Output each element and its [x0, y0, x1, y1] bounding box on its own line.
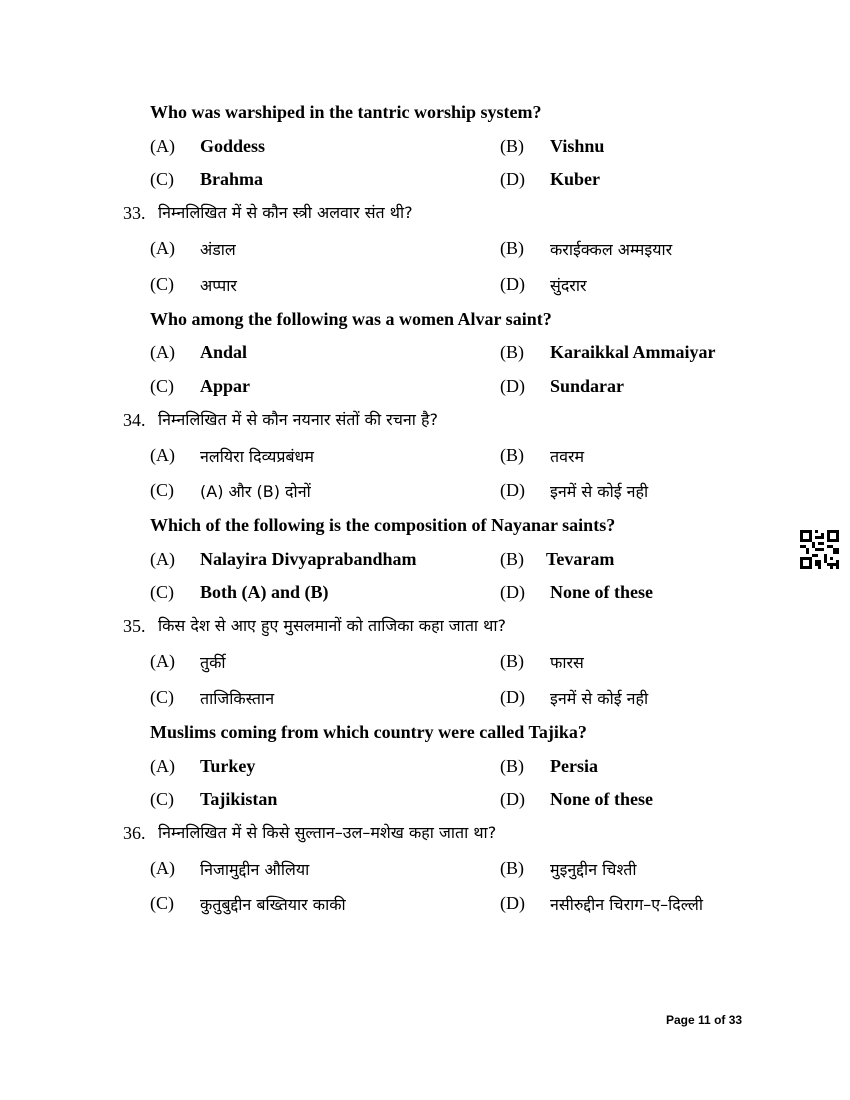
q34-en-d-label: (D)	[500, 582, 525, 602]
q33-hi-b-label: (B)	[500, 238, 524, 258]
q34-hi-d-label: (D)	[500, 480, 525, 500]
q36-hi-d-label: (D)	[500, 893, 525, 913]
q35-hi-b-text: फारस	[550, 653, 584, 672]
q32-en-d-text: Kuber	[550, 169, 601, 189]
footer-of-word: of	[714, 1013, 726, 1027]
q34-hi-question: निम्नलिखित में से कौन नयनार संतों की रचना है?	[158, 410, 438, 429]
q35-hi-d-text: इनमें से कोई नही	[550, 689, 649, 708]
q32-en-a-text: Goddess	[200, 136, 266, 156]
q34-number: 34.	[123, 410, 146, 430]
q35-hi-a-text: तुर्की	[200, 653, 226, 672]
q34-hi-a-text: नलयिरा दिव्यप्रबंधम	[200, 447, 314, 466]
q36-hi-b-text: मुइनुद्दीन चिश्ती	[550, 860, 637, 879]
qr-code-icon	[800, 530, 839, 569]
q34-en-d-text: None of these	[550, 582, 653, 602]
q34-hi-c-label: (C)	[150, 480, 174, 500]
q33-en-d-text: Sundarar	[550, 376, 625, 396]
q34-hi-a-label: (A)	[150, 445, 175, 465]
q34-hi-d-text: इनमें से कोई नही	[550, 482, 649, 501]
footer-total-pages: 33	[728, 1013, 743, 1027]
q32-en-a-label: (A)	[150, 136, 175, 156]
q34-en-b-label: (B)	[500, 549, 524, 569]
q36-hi-b-label: (B)	[500, 858, 524, 878]
q35-en-a-text: Turkey	[200, 756, 256, 776]
q33-en-a-text: Andal	[200, 342, 248, 362]
q33-en-c-label: (C)	[150, 376, 174, 396]
q33-en-question: Who among the following was a women Alvar saint?	[150, 309, 552, 329]
q35-en-c-text: Tajikistan	[200, 789, 278, 809]
q33-hi-d-label: (D)	[500, 274, 525, 294]
q32-en-c-text: Brahma	[200, 169, 263, 189]
q35-hi-a-label: (A)	[150, 651, 175, 671]
q33-hi-c-label: (C)	[150, 274, 174, 294]
q36-hi-d-text: नसीरुद्दीन चिराग–ए–दिल्ली	[550, 895, 703, 914]
q33-en-c-text: Appar	[200, 376, 251, 396]
q36-hi-c-label: (C)	[150, 893, 174, 913]
q33-en-b-label: (B)	[500, 342, 524, 362]
q35-en-b-label: (B)	[500, 756, 524, 776]
q36-hi-c-text: कुतुबुद्दीन बख्तियार काकी	[200, 895, 346, 914]
q34-en-c-text: Both (A) and (B)	[200, 582, 329, 602]
q36-hi-a-text: निजामुद्दीन औलिया	[200, 860, 310, 879]
q33-en-a-label: (A)	[150, 342, 175, 362]
q34-en-question: Which of the following is the composition of Nayanar saints?	[150, 515, 616, 535]
q36-number: 36.	[123, 823, 146, 843]
q32-en-c-label: (C)	[150, 169, 174, 189]
q33-hi-c-text: अप्पार	[200, 276, 237, 295]
q34-en-a-text: Nalayira Divyaprabandham	[200, 549, 417, 569]
q35-en-d-text: None of these	[550, 789, 653, 809]
q32-en-question: Who was warshiped in the tantric worship system?	[150, 102, 542, 122]
q35-hi-c-label: (C)	[150, 687, 174, 707]
q35-en-a-label: (A)	[150, 756, 175, 776]
q32-en-d-label: (D)	[500, 169, 525, 189]
q35-hi-question: किस देश से आए हुए मुसलमानों को ताजिका कहा जाता था?	[158, 616, 507, 635]
q33-hi-b-text: कराईक्कल अम्मइयार	[550, 240, 673, 259]
q35-number: 35.	[123, 616, 146, 636]
q33-hi-a-label: (A)	[150, 238, 175, 258]
q35-en-b-text: Persia	[550, 756, 598, 776]
footer-page-word: Page	[666, 1013, 695, 1027]
q33-hi-question: निम्नलिखित में से कौन स्त्री अलवार संत थी?	[158, 203, 413, 222]
q34-en-a-label: (A)	[150, 549, 175, 569]
q35-en-c-label: (C)	[150, 789, 174, 809]
q33-hi-d-text: सुंदरार	[550, 276, 587, 295]
q32-en-b-text: Vishnu	[550, 136, 605, 156]
q34-hi-b-label: (B)	[500, 445, 524, 465]
q33-en-d-label: (D)	[500, 376, 525, 396]
q34-en-c-label: (C)	[150, 582, 174, 602]
q32-en-b-label: (B)	[500, 136, 524, 156]
q36-hi-a-label: (A)	[150, 858, 175, 878]
footer-current-page: 11	[698, 1013, 711, 1027]
q34-hi-c-text: (A) और (B) दोनों	[200, 482, 311, 501]
page-footer	[666, 1013, 742, 1027]
q35-en-d-label: (D)	[500, 789, 525, 809]
q36-hi-question: निम्नलिखित में से किसे सुल्तान–उल–मशेख कहा जाता था?	[158, 823, 497, 842]
q35-en-question: Muslims coming from which country were called Tajika?	[150, 722, 587, 742]
q34-en-b-text: Tevaram	[546, 549, 615, 569]
q35-hi-b-label: (B)	[500, 651, 524, 671]
q33-hi-a-text: अंडाल	[200, 240, 236, 259]
q33-number: 33.	[123, 203, 146, 223]
q35-hi-d-label: (D)	[500, 687, 525, 707]
q33-en-b-text: Karaikkal Ammaiyar	[550, 342, 716, 362]
q35-hi-c-text: ताजिकिस्तान	[200, 689, 275, 708]
q34-hi-b-text: तवरम	[550, 447, 585, 466]
